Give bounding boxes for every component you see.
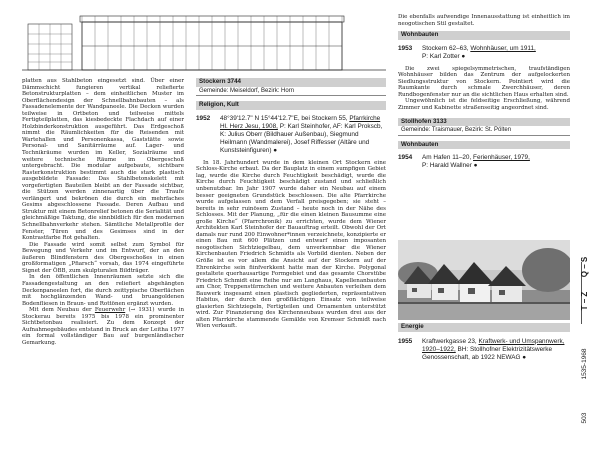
- catalog-entry: [398, 338, 570, 362]
- text-column-right-bottom: [398, 323, 570, 362]
- paragraph: In 18. Jahrhundert wurde in dem kleinen Ort Stockern eine Schloss-Kirche erbaut. Da der Bauplatz in einem sumpfigen Gebiet lag, wurde die Kirche durch Feuchtigkeit beschädigt, wurde die Kirche durch Feuchtigkeit beschädigt zustand und schließlich unbenutzbar. Im Jahr 1907 wurde daher ein Neubau auf einem besser geeigneten Grundstück beschlossen. Die alte Pfarrkirche wurde aufgelassen und dem Verfall preisgegeben; sie steht – bereits in sehr ruinösem Zustand – heute noch in der Nähe des Schlosses. Mit der Planung, „für die einen kleinen Bausumme eine große Kirche“ (Pfarrchronik) zu errichten, wurde dem Wiener Architekten Karl Steinhofer der Bauauftrag erteilt. Obwohl der Ort damals nur rund 200 Einwohner*innen verzeichnete, konzipierte er einen Bau mit 600 Plätzen und entwarf einen imposanten neogotischen Sichtziegelbau, dem unverkennbar die Wiener Kirchenbauten Friedrich Schmidts als Vorbild dienten. Neben der Größe ist es vor allem die Ansicht auf der Stockern auf der Ehrenkirche sein fiinfverkkent hatte man der Kirche. Polygonal gestaltete querhausartige Formgebiet und das gesamte Chorstübe Friedrich Schmidt eine Reihe nur am Langhaus, Kapellenanbauten am Chor, Treppenstürmchen und weitere Anbauten verleihen dem Bauwerk insgesamt einen plastisch gegliederten, repräsentativen Habitus, der durch den großflächigen Einsatz von teilweise glasierten Sichtziegeln, Fertigteilen und Ornamenten unterstützt wird. Zur Finanzierung des Kirchenneubaus wurden drei aus der alten Pfarrkirche stammende Gemälde von Kremser Schmidt nach Wien verkauft.: [196, 159, 386, 330]
- entry-credits: P: Harald Wallner ●: [422, 162, 478, 170]
- catalog-entry: [196, 115, 386, 155]
- entry-title-link[interactable]: Kraftwerk- und Umspannwerk, 1920–1922,: [422, 337, 565, 353]
- municipality-line: Gemeinde: Traismauer, Bezirk: St. Pölten: [398, 126, 570, 136]
- text-column-middle: [196, 78, 386, 330]
- text-column-left: [22, 78, 184, 346]
- entry-coordinates: 48°39'12.7" N 15°44'12.7"E, bei Stockern 55,: [220, 114, 348, 122]
- paragraph: platten aus Stahlbeton eingesetzt sind. Über einer Dämmschicht fungieren vertikal reliefierte Betonstrukturplatten – dem einheitlichen Muster im Oberflächendesign der Schnellbahnbauten – als Fassadenelemente der Wandpaneele. Die Decken wurden teilweise in Ortbeton und teilweise mittels Fertigteilplatten, das kiesbedeckte Flachdach auf einer Holzbinderkonstruktion ausgeführt. Das Erdgeschoß nimmt die Räumlichkeiten für die Reisenden mit Wartehallen und Personenkassa, Gaststätte sowie Personal- und Sanitärräume auf. Lager- und Technikräume wurden im Keller, Sozialräume und weitere technische Räume im Obergeschoß untergebracht. Die modular aufgebaute, sichtbare Rasterkonstruktion bestimmt auch die stark plastisch ausgebildete Fassade: Das Stahlbetonskelett mit vorgefertigten Bauteilen bleibt an der Fassade sichtbar, die Stützen werden zinnenartig über die Traufe verlängert und bekrönen die durch ein mehrfaches Gesims abgeschlossene Fassade. Deren Aufbau und Struktur mit einem Betonrelief betonen die Serialität und gleichmäßige Taktung, die sinnbildlich für den modernen Schnellbahnverkehr stehen. Sämtliche Metallprofile der Fenster, Türen und des Gesimses sind in der Kontrastfarbe Rot gehalten.: [22, 78, 184, 242]
- paragraph: Die ebenfalls aufwendige Innenausstattung ist einheitlich im neogotischen Stil gestaltet.: [398, 14, 570, 27]
- location-header: [398, 118, 570, 127]
- entry-address: Stockern 62–63,: [422, 44, 471, 52]
- location-code: Stockern 3744: [199, 78, 241, 85]
- catalog-entry: [398, 154, 570, 170]
- paragraph: Die Fassade wird somit selbst zum Symbol für Bewegung und Verkehr und im Entwurf, der an den äußeren Blindfenstern des Obergeschoßes in einen großformatigen „Pfiarsch“ vorsah, das 1974 eingeführte Signet der ÖBB, zum skulpturalen Bildträger.: [22, 241, 184, 274]
- section-heading: [398, 141, 570, 150]
- section-heading: [398, 323, 570, 332]
- entry-number: 1954: [398, 154, 413, 162]
- entry-address: Am Hafen 11–20,: [422, 154, 474, 162]
- entry-credits: P: Karl Zotter ●: [422, 52, 466, 60]
- paragraph: In den öffentlichen Innenräumen setzte sich die Fassadengestaltung an den reliefiert abgehängten Deckenpaneelen fort, die durch zeittypische Oberflächen mit hochglänzenden Wand- und bruangoldenen Bodenfliesen in Braun- und Rottönen ergänzt wurden.: [22, 274, 184, 307]
- section-title: Wohnbauten: [401, 140, 439, 148]
- paragraph: Ungewöhnlich ist die feldseitige Erschließung, während Zimmer und Kabinette straßenseitig angeordnet sind.: [398, 98, 570, 111]
- cross-reference-link[interactable]: Feuerwehr: [94, 307, 126, 314]
- catalog-entry: [398, 45, 570, 61]
- paragraph: Die zwei spiegelsymmetrischen, traufständigen Wohnhäuser bilden das Zentrum der aufgelockerten Siedlungsstruktur von Stockern. Pointiert wird die Raumkante durch schmale Zwerchhäuser, deren Rundbogenfenster nur an die sichtlichen Haus erhalten sind.: [398, 65, 570, 98]
- houses-photo: [398, 240, 570, 320]
- entry-address: Kraftwerkgasse 23,: [422, 337, 479, 345]
- text-run: Mit dem Neubau der: [29, 307, 95, 314]
- entry-number: 1953: [398, 44, 413, 52]
- section-title: Energie: [401, 323, 424, 330]
- page-range: 1535-1968: [581, 348, 588, 380]
- entry-credits: BH: Stollhofner Elektrizitätswerke Genossenschaft, ab 1922 NEWAG ●: [422, 345, 553, 361]
- location-code: Stollhofen 3133: [401, 117, 447, 125]
- section-title: Religion, Kult: [199, 101, 239, 109]
- building-elevation-drawing: [22, 4, 386, 76]
- section-letters: Q – S: [580, 256, 589, 278]
- section-heading: [398, 31, 570, 40]
- paragraph: [22, 307, 184, 346]
- entry-number: 1952: [196, 114, 211, 122]
- entry-title-link[interactable]: Wohnhäuser, um 1911,: [470, 44, 536, 52]
- municipality-line: Gemeinde: Meiseldorf, Bezirk: Horn: [196, 87, 386, 97]
- entry-title-link[interactable]: Pfarrkirche Hl. Herz Jesu, 1908,: [220, 114, 381, 130]
- section-tab[interactable]: T – Z: [580, 291, 589, 311]
- text-run: (→ 1931) wurde in Stockerau bereits 1975 bis 1978 ein prominenter Sichtbetonbau realisiert. Zu dem Konzept der Aufnahmegebäudes entstand in Bruck an der Leitha 1977 ein formal vollständiger Bau auf burgenländischer Gemarkung.: [22, 307, 184, 346]
- houses-photo-image: [398, 240, 570, 320]
- entry-title-link[interactable]: Ferienhäuser, 1979,: [473, 154, 530, 162]
- location-header: [196, 78, 386, 87]
- entry-credits: P: Karl Steinhofer, AF: Karl Prokscb, K: Julius Oberr (Bildhauer Außenbau), Siegmund Heilmann (Wandmalerei), Josef Riffesser (Altäre und Kunststeinfiguren) ●: [220, 122, 383, 154]
- page-number: 503: [581, 412, 588, 424]
- section-title: Wohnbauten: [401, 31, 439, 39]
- text-column-right: [398, 14, 570, 170]
- entry-number: 1955: [398, 337, 413, 345]
- section-heading: [196, 101, 386, 110]
